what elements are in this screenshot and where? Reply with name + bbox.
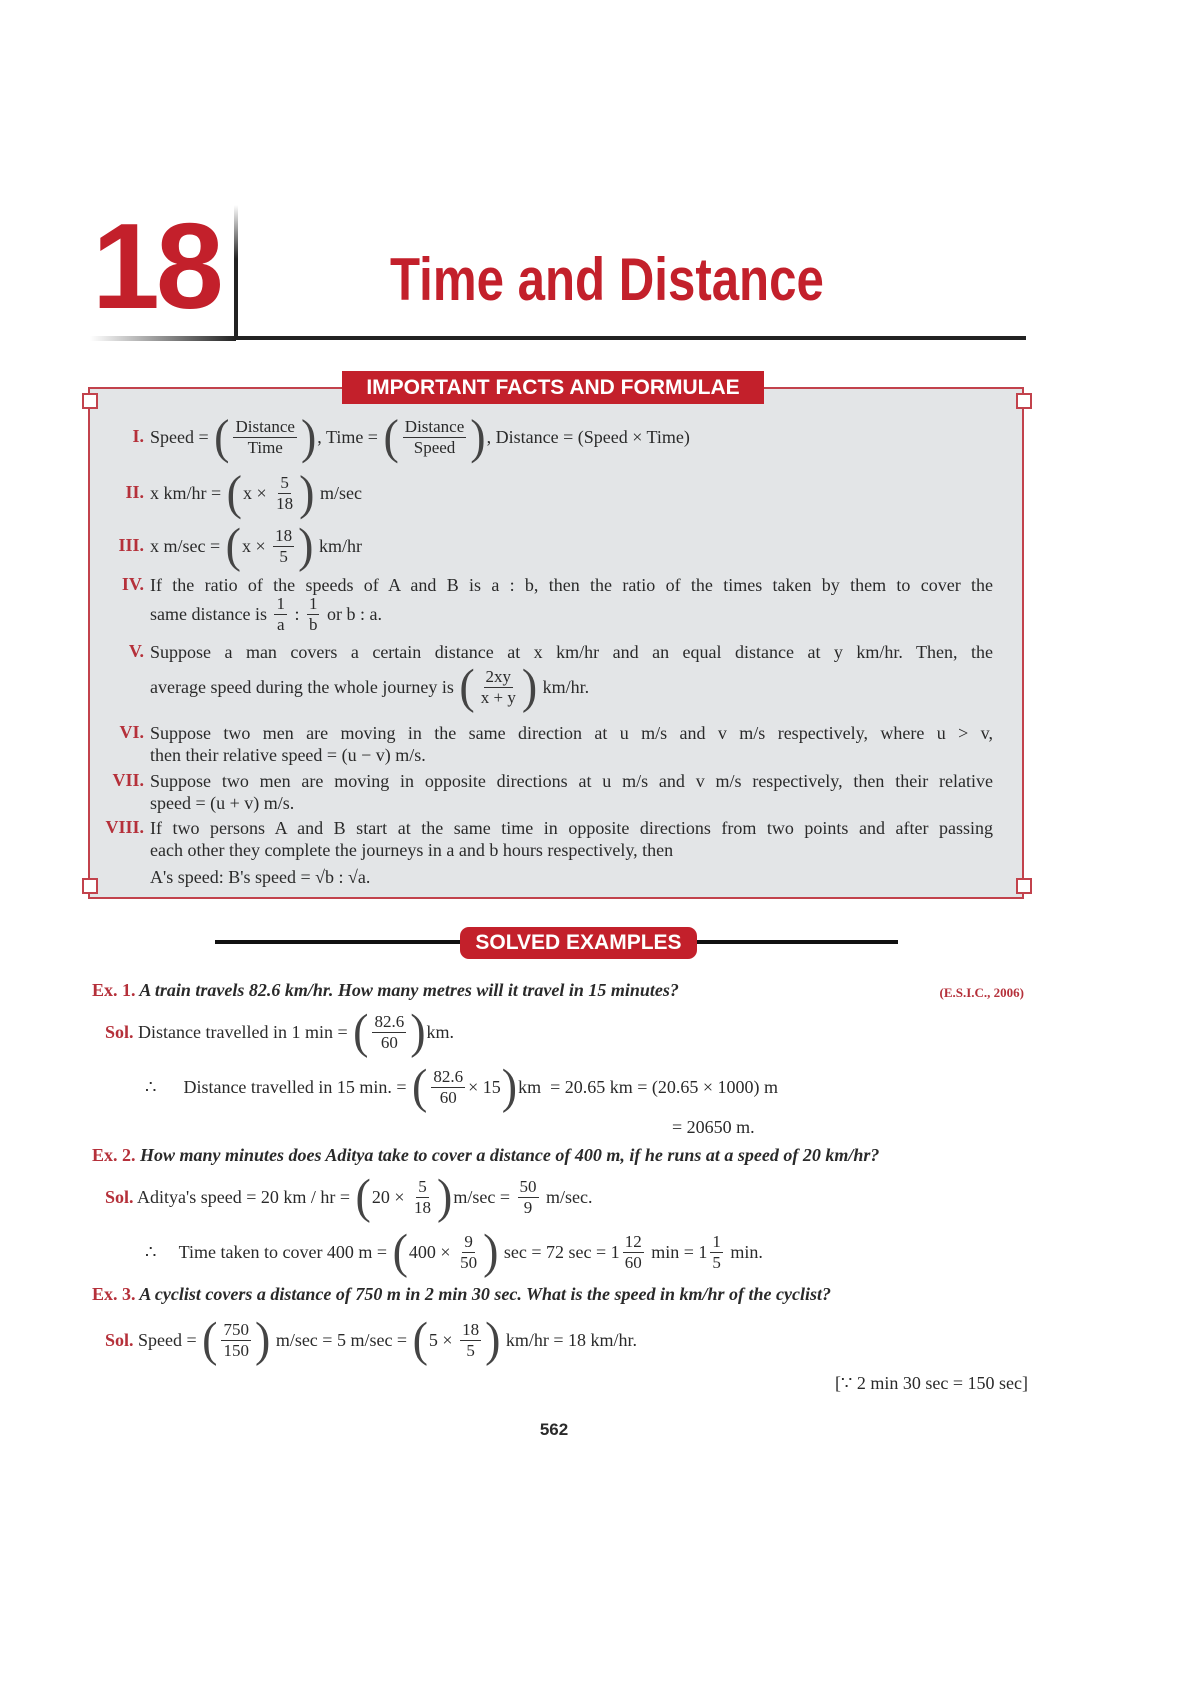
formula-text: each other they complete the journeys in a and b hours respectively, then	[150, 839, 674, 860]
solution-line	[145, 1059, 779, 1114]
page-number: 562	[539, 1420, 569, 1439]
parenthesis: )	[501, 1059, 518, 1114]
formula-text: m/sec.	[541, 1186, 593, 1207]
fraction	[710, 1232, 723, 1272]
formula-text: Aditya's speed = 20 km / hr =	[133, 1186, 355, 1207]
example-question	[92, 1284, 831, 1305]
solution-note: [∵ 2 min 30 sec = 150 sec]	[834, 1373, 1028, 1393]
fraction	[372, 1012, 406, 1052]
formula-text: min.	[725, 1241, 763, 1262]
fraction	[233, 417, 296, 457]
fraction	[274, 473, 295, 513]
solution-line	[145, 1224, 763, 1279]
fraction-denominator: 60	[439, 1087, 457, 1107]
formula-text: speed = (u + v) m/s.	[150, 792, 295, 813]
formula-text: m/sec = 5 m/sec =	[271, 1329, 412, 1350]
parenthesis: (	[355, 1169, 371, 1224]
fact-line	[150, 465, 362, 520]
question-text: A train travels 82.6 km/hr. How many metres will it travel in 15 minutes?	[139, 980, 679, 1000]
fraction-numerator: 5	[280, 472, 289, 492]
formula-text: average speed during the whole journey is	[150, 676, 459, 697]
formula-text: ∴ Distance travelled in 15 min. =	[145, 1076, 412, 1097]
fact-line	[150, 409, 690, 464]
fraction-numerator: 1	[308, 593, 318, 613]
fraction-numerator: Distance	[404, 416, 465, 436]
fraction-denominator: Time	[247, 437, 283, 457]
parenthesis: )	[485, 1312, 501, 1367]
formula-text: Suppose a man covers a certain distance at x km/hr and an equal distance at y km/hr. Then, the	[150, 642, 993, 662]
parenthesis: (	[459, 659, 475, 714]
parenthesis: (	[214, 409, 230, 464]
fraction-denominator: b	[308, 614, 318, 634]
fraction-denominator: 50	[460, 1252, 478, 1272]
formula-text: then their relative speed = (u − v) m/s.	[150, 744, 426, 765]
solution-label: Sol.	[105, 1329, 134, 1350]
formula-text: same distance is	[150, 603, 272, 624]
fraction	[458, 1232, 479, 1272]
fraction-numerator: 12	[624, 1231, 642, 1251]
chapter-number: 18	[92, 198, 220, 334]
formula-text: x m/sec =	[150, 535, 225, 556]
fraction-numerator: 5	[418, 1176, 427, 1196]
fact-numeral: VIII.	[105, 817, 144, 837]
box-corner-ornament	[1016, 878, 1032, 894]
fraction-numerator: 1	[712, 1231, 721, 1251]
solution-line	[105, 1169, 593, 1224]
parenthesis: (	[202, 1312, 218, 1367]
facts-heading: IMPORTANT FACTS AND FORMULAE	[342, 371, 764, 404]
formula-text: m/sec =	[453, 1186, 515, 1207]
box-corner-ornament	[1016, 393, 1032, 409]
fraction-numerator: 750	[223, 1319, 249, 1339]
fraction	[412, 1177, 433, 1217]
formula-text: Suppose two men are moving in the same direction at u m/s and v m/s respectively, where u > v,	[150, 723, 993, 743]
parenthesis: (	[412, 1312, 428, 1367]
parenthesis: (	[226, 465, 242, 520]
header-rule	[236, 336, 1026, 340]
parenthesis: (	[392, 1224, 408, 1279]
parenthesis: )	[470, 409, 486, 464]
fraction	[460, 1320, 481, 1360]
fact-numeral: II.	[125, 482, 144, 502]
formula-text: m/sec	[315, 482, 362, 503]
formula-text: km.	[426, 1021, 455, 1042]
formula-text: km = 20.65 km = (20.65 × 1000) m	[518, 1076, 779, 1097]
fraction-denominator: 9	[523, 1197, 533, 1217]
solved-examples-heading: SOLVED EXAMPLES	[460, 927, 697, 959]
box-corner-ornament	[82, 393, 98, 409]
formula-text: A's speed: B's speed = √b : √a.	[150, 866, 371, 887]
fact-line	[150, 855, 370, 899]
parenthesis: (	[383, 409, 399, 464]
header-vertical-rule	[234, 205, 238, 340]
formula-text: or b : a.	[322, 603, 382, 624]
formula-text: Speed =	[150, 426, 214, 447]
question-text: A cyclist covers a distance of 750 m in 2 min 30 sec. What is the speed in km/hr of the cyclist?	[139, 1284, 832, 1304]
fraction-denominator: 150	[223, 1340, 249, 1360]
example-question	[92, 1145, 879, 1166]
formula-text: Speed =	[133, 1329, 202, 1350]
fraction	[403, 417, 466, 457]
solution-line	[672, 1105, 755, 1149]
formula-text: , Time =	[317, 426, 383, 447]
example-label: Ex. 3.	[92, 1284, 136, 1304]
formula-text: If two persons A and B start at the same time in opposite directions from two points and after passing	[150, 818, 993, 838]
fraction-denominator: 60	[624, 1252, 642, 1272]
fraction	[623, 1232, 644, 1272]
fraction	[479, 667, 518, 707]
fact-numeral: IV.	[121, 574, 144, 594]
fraction-denominator: 5	[712, 1252, 721, 1272]
fraction-denominator: 18	[276, 493, 294, 513]
solution-label: Sol.	[105, 1021, 134, 1042]
solution-line	[105, 1312, 638, 1367]
fraction-denominator: 60	[380, 1032, 398, 1052]
example-label: Ex. 2.	[92, 1145, 136, 1165]
fraction	[274, 594, 287, 634]
fraction-numerator: 1	[276, 593, 285, 613]
fraction-numerator: 2xy	[485, 666, 512, 686]
fraction-denominator: a	[276, 614, 285, 634]
formula-text: min = 1	[646, 1241, 708, 1262]
fraction-denominator: 18	[414, 1197, 432, 1217]
fraction-numerator: Distance	[235, 416, 295, 436]
parenthesis: )	[410, 1004, 426, 1059]
formula-text: km/hr	[314, 535, 362, 556]
fraction	[518, 1177, 539, 1217]
example-question	[92, 980, 679, 1001]
formula-text: × 15	[468, 1076, 501, 1097]
formula-text: x km/hr =	[150, 482, 226, 503]
fraction	[273, 526, 294, 566]
solution-label: Sol.	[105, 1186, 134, 1207]
question-text: How many minutes does Aditya take to cover a distance of 400 m, if he runs at a speed of 20 km/hr?	[140, 1145, 880, 1165]
fact-numeral: I.	[132, 426, 144, 446]
example-source: (E.S.I.C., 2006)	[939, 985, 1024, 1000]
formula-text: 20 ×	[371, 1186, 410, 1207]
parenthesis: )	[437, 1169, 453, 1224]
fraction-numerator: 50	[519, 1176, 537, 1196]
example-label: Ex. 1.	[92, 980, 136, 1000]
fact-numeral: VII.	[112, 770, 144, 790]
fraction-denominator: x + y	[480, 687, 516, 707]
formula-text: 5 ×	[428, 1329, 458, 1350]
header-rule-fade	[90, 336, 236, 341]
parenthesis: )	[254, 1312, 271, 1367]
fact-line	[150, 659, 590, 714]
fraction	[431, 1067, 465, 1107]
fact-numeral: V.	[128, 641, 144, 661]
solution-line	[105, 1004, 455, 1059]
fact-line	[150, 518, 362, 573]
formula-text: If the ratio of the speeds of A and B is a : b, then the ratio of the times taken by them to cover the	[150, 575, 993, 595]
parenthesis: (	[412, 1059, 428, 1114]
fraction-denominator: 5	[466, 1340, 475, 1360]
fact-numeral: III.	[118, 535, 144, 555]
formula-text: , Distance = (Speed × Time)	[486, 426, 690, 447]
formula-text: km/hr = 18 km/hr.	[501, 1329, 638, 1350]
parenthesis: (	[353, 1004, 369, 1059]
fact-numeral: VI.	[119, 722, 144, 742]
fraction-numerator: 82.6	[433, 1066, 464, 1086]
chapter-title: Time and Distance	[390, 246, 824, 313]
formula-text: ∴ Time taken to cover 400 m =	[145, 1241, 392, 1262]
formula-text: km/hr.	[538, 676, 590, 697]
fraction-numerator: 9	[464, 1231, 473, 1251]
parenthesis: )	[299, 465, 315, 520]
parenthesis: )	[483, 1224, 499, 1279]
fraction-numerator: 18	[462, 1319, 480, 1339]
parenthesis: )	[298, 518, 314, 573]
formula-text: sec = 72 sec = 1	[499, 1241, 620, 1262]
fraction	[221, 1320, 251, 1360]
fraction-denominator: Speed	[413, 437, 456, 457]
fraction-denominator: 5	[279, 546, 288, 566]
formula-text: :	[289, 603, 304, 624]
formula-text: = 20650 m.	[672, 1116, 755, 1137]
formula-text: x ×	[241, 535, 271, 556]
box-corner-ornament	[82, 878, 98, 894]
formula-text: 400 ×	[408, 1241, 456, 1262]
parenthesis: )	[521, 659, 538, 714]
fraction	[307, 594, 320, 634]
parenthesis: (	[225, 518, 241, 573]
parenthesis: )	[300, 409, 317, 464]
formula-text: Distance travelled in 1 min =	[133, 1021, 353, 1042]
fraction-numerator: 18	[275, 525, 293, 545]
formula-text: Suppose two men are moving in opposite directions at u m/s and v m/s respectively, then their relative	[150, 771, 993, 791]
fraction-numerator: 82.6	[374, 1011, 405, 1031]
formula-text: x ×	[242, 482, 272, 503]
